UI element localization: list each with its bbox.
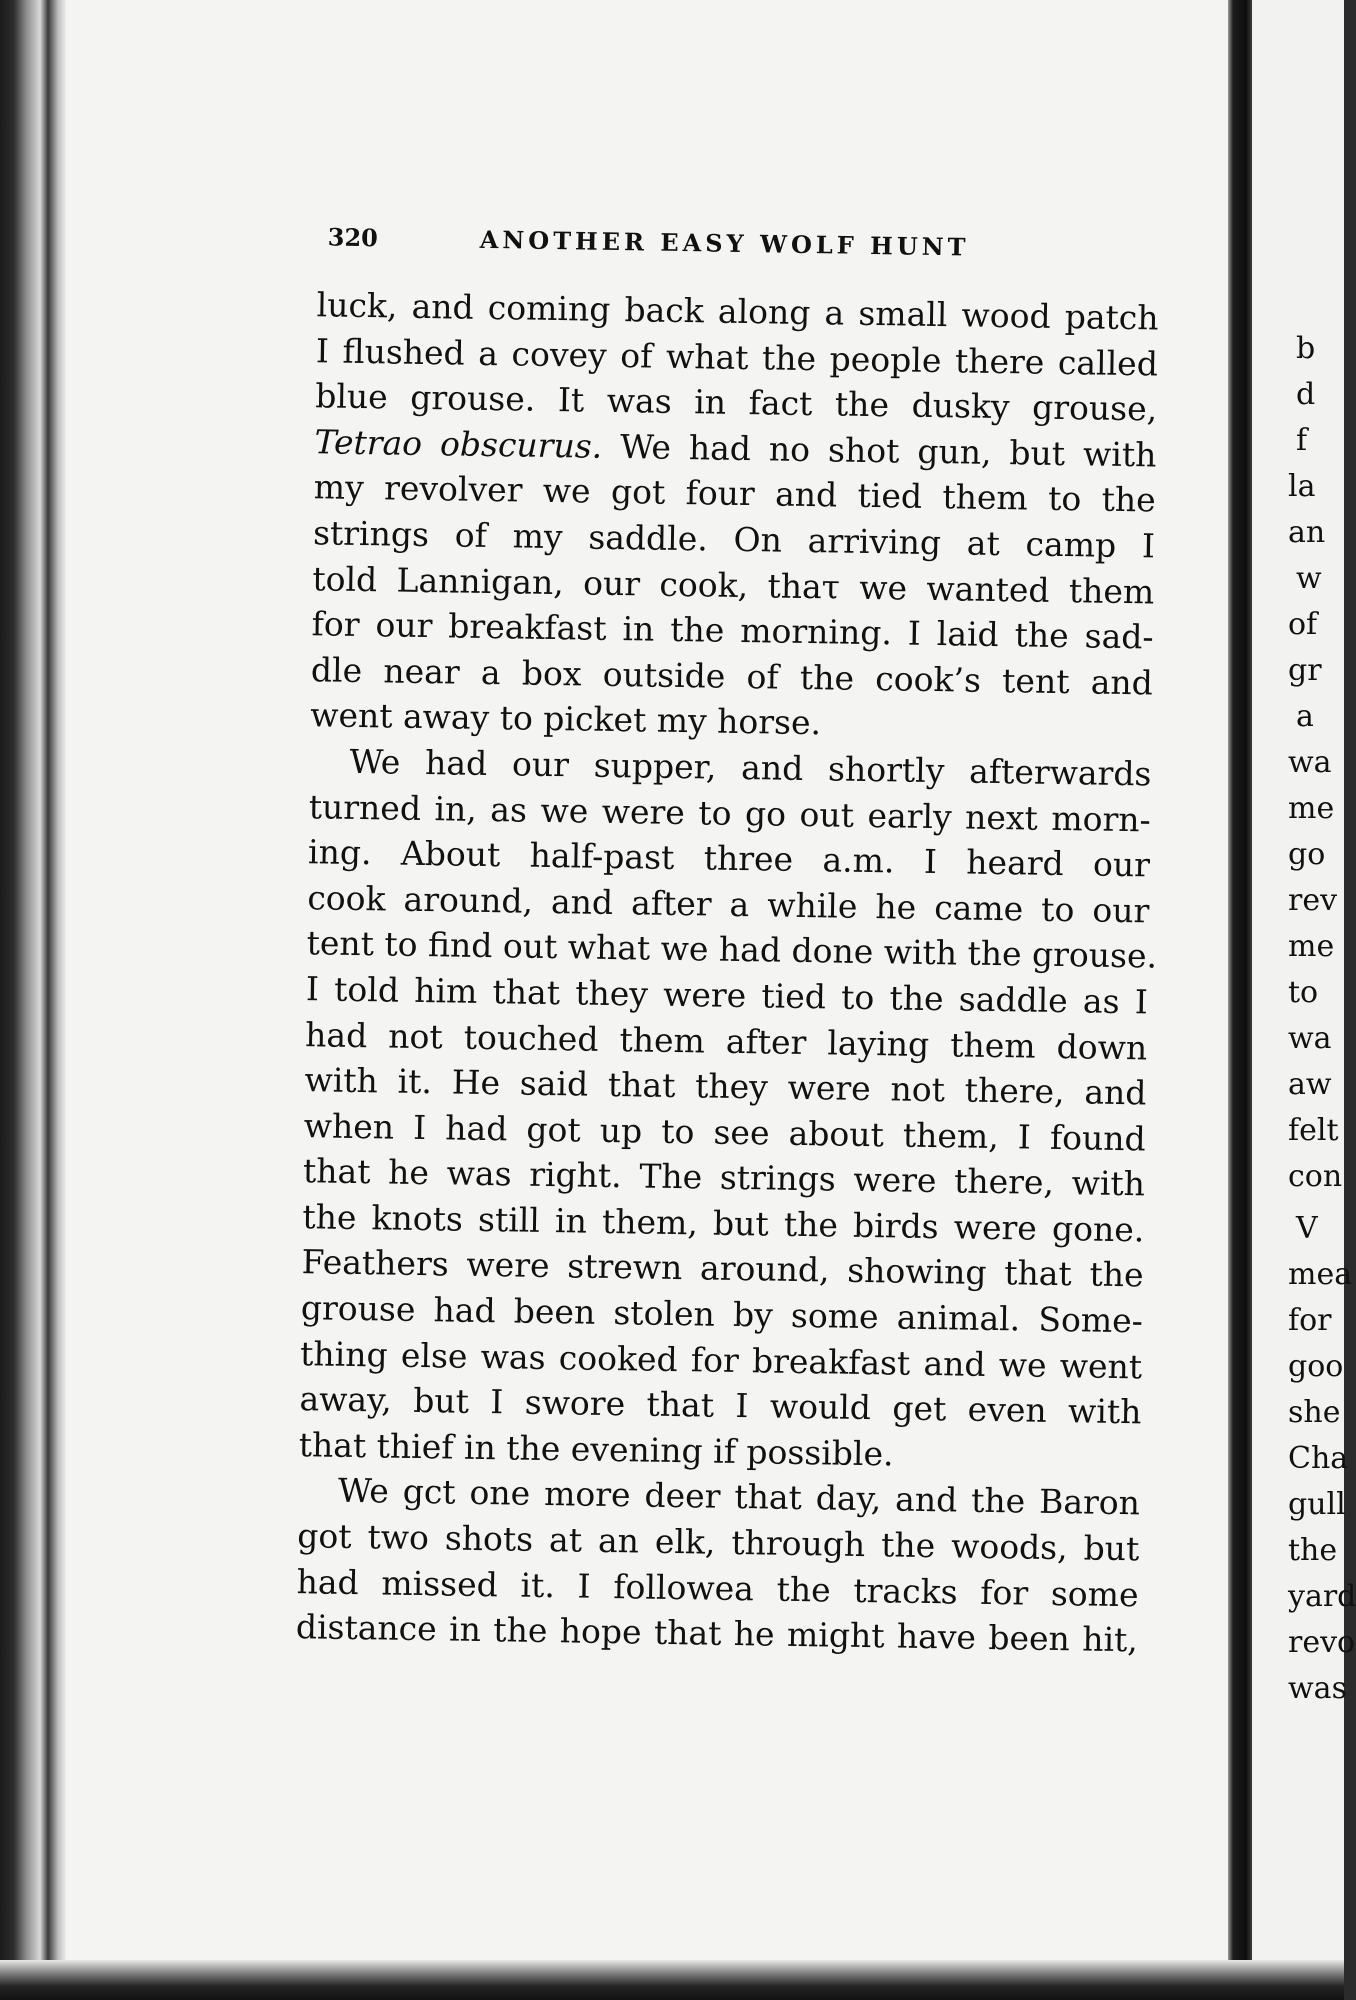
facing-page-fragment: she xyxy=(1288,1395,1341,1430)
facing-page-fragment: was xyxy=(1288,1671,1347,1706)
text-line: got two shots at an elk, through the woods, but xyxy=(297,1516,1140,1569)
text-line: my revolver we got four and tied them to the xyxy=(313,467,1157,520)
text-line: turned in, as we were to go out early next morn- xyxy=(308,786,1152,839)
text-line: went away to picket my horse. xyxy=(309,695,822,743)
facing-page-fragment: revo xyxy=(1288,1625,1356,1660)
facing-page-fragment: d xyxy=(1296,377,1316,412)
facing-page xyxy=(1252,0,1356,1960)
text-line: with it. He said that they were not there, and xyxy=(304,1060,1147,1113)
facing-page-fragment: a xyxy=(1296,699,1314,734)
facing-page-fragment: gull xyxy=(1288,1487,1346,1522)
text-line-rest: We had no shot gun, but with xyxy=(601,426,1157,475)
text-line: We had our supper, and shortly afterwards xyxy=(349,741,1152,794)
facing-page-fragment: aw xyxy=(1288,1067,1332,1102)
facing-page-fragment: Cha xyxy=(1288,1441,1349,1476)
text-line: told Lannigan, our cook, thaτ we wanted them xyxy=(312,558,1155,612)
text-line: thing else was cooked for breakfast and we went xyxy=(299,1333,1143,1387)
text-line: Feathers were strewn around, showing that the xyxy=(301,1242,1144,1295)
facing-page-fragment: for xyxy=(1288,1303,1332,1338)
text-line: dle near a box outside of the cook’s tent and xyxy=(310,649,1154,703)
facing-page-fragment: rev xyxy=(1288,883,1338,918)
running-title: ANOTHER EASY WOLF HUNT xyxy=(479,224,970,262)
text-line: strings of my saddle. On arriving at camp I xyxy=(312,513,1156,566)
facing-page-fragment: me xyxy=(1288,791,1335,826)
text-line: luck, and coming back along a small wood patch xyxy=(316,285,1159,338)
facing-page-fragment: wa xyxy=(1288,745,1332,780)
facing-page-fragment: yard xyxy=(1288,1579,1356,1614)
text-line: the knots still in them, but the birds were gone. xyxy=(302,1197,1145,1250)
text-line: had missed it. I followea the tracks for some xyxy=(296,1561,1139,1614)
facing-page-fragment: to xyxy=(1288,975,1319,1010)
facing-page-fragment: go xyxy=(1288,837,1326,872)
paragraph-2 xyxy=(298,738,1158,1481)
text-line: that he was right. The strings were there, with xyxy=(302,1151,1146,1204)
text-line: distance in the hope that he might have been hit, xyxy=(295,1607,1139,1660)
facing-page-fragment: w xyxy=(1296,561,1322,596)
text-line: cook around, and after a while he came to our xyxy=(307,877,1150,931)
text-line: tent to find out what we had done with the grouse. xyxy=(306,923,1158,976)
italic-species-name: Tetrao obscurus. xyxy=(314,422,603,466)
page-number: 320 xyxy=(327,222,379,253)
book-binding-edge xyxy=(0,0,66,2000)
book-page xyxy=(278,222,1160,1663)
facing-page-fragment: goo xyxy=(1288,1349,1344,1384)
facing-page-fragment: V xyxy=(1296,1211,1318,1246)
facing-page-fragment: con xyxy=(1288,1159,1343,1194)
facing-page-fragment: an xyxy=(1288,515,1326,550)
facing-page-fragment: me xyxy=(1288,929,1335,964)
page-body xyxy=(296,282,1159,1663)
facing-page-fragment: felt xyxy=(1288,1113,1339,1148)
book-gutter xyxy=(1228,0,1252,2000)
text-line: blue grouse. It was in fact the dusky grouse, xyxy=(314,376,1158,429)
book-bottom-edge xyxy=(0,1960,1344,2000)
facing-page-fragment: of xyxy=(1288,607,1318,642)
text-line: for our breakfast in the morning. I laid the sad- xyxy=(311,604,1154,657)
facing-page-fragment: b xyxy=(1296,331,1316,366)
facing-page-fragment: la xyxy=(1288,469,1316,504)
paragraph-1 xyxy=(310,282,1159,751)
facing-page-fragment: wa xyxy=(1288,1021,1332,1056)
text-line: ing. About half-past three a.m. I heard our xyxy=(307,832,1151,885)
facing-page-fragment: f xyxy=(1296,423,1308,458)
text-line: when I had got up to see about them, I found xyxy=(303,1105,1147,1159)
facing-page-fragment: the xyxy=(1288,1533,1338,1568)
text-line: had not touched them after laying them down xyxy=(304,1014,1148,1067)
text-line: grouse had been stolen by some animal. Some- xyxy=(300,1288,1144,1341)
text-line: I flushed a covey of what the people there called xyxy=(315,330,1159,384)
paragraph-3 xyxy=(296,1468,1141,1664)
text-line: that thief in the evening if possible. xyxy=(298,1424,894,1474)
text-line: I told him that they were tied to the saddle as I xyxy=(305,969,1149,1022)
facing-page-fragment: mea xyxy=(1288,1257,1353,1292)
text-line: We gct one more deer that day, and the Baron xyxy=(337,1471,1141,1523)
facing-page-fragment: gr xyxy=(1288,653,1322,688)
running-head xyxy=(299,222,1160,276)
text-line: away, but I swore that I would get even with xyxy=(299,1379,1142,1432)
